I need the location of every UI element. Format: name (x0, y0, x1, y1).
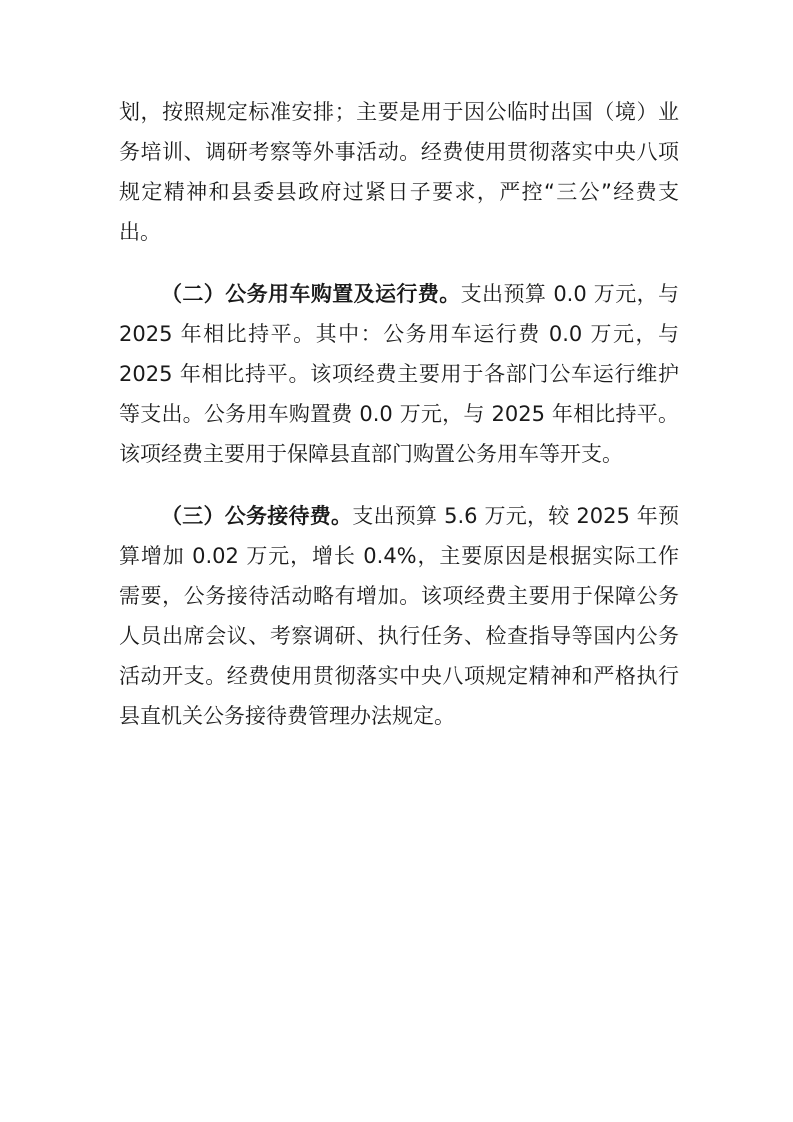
section-heading-reception: （三）公务接待费。 (161, 504, 353, 528)
paragraph-text: 划，按照规定标准安排；主要是用于因公临时出国（境）业务培训、调研考察等外事活动。经费使用贯彻落实中央八项规定精神和县委县政府过紧日子要求，严控“三公”经费支出。 (119, 100, 679, 244)
paragraph-text: 支出预算 0.0 万元，与 2025 年相比持平。其中：公务用车运行费 0.0 万元，与 2025 年相比持平。该项经费主要用于各部门公车运行维护等支出。公务用车购置费 0.0 万元，与 2025 年相比持平。该项经费主要用于保障县直部门购置公务用车等开支。 (119, 282, 680, 466)
paragraph-official-vehicles (119, 274, 679, 474)
paragraph-official-reception (119, 496, 679, 736)
paragraph-foreign-travel-continued (119, 92, 679, 252)
paragraph-text: 支出预算 5.6 万元，较 2025 年预算增加 0.02 万元，增长 0.4%，主要原因是根据实际工作需要，公务接待活动略有增加。该项经费主要用于保障公务人员出席会议、考察调研、执行任务、检查指导等国内公务活动开支。经费使用贯彻落实中央八项规定精神和严格执行县直机关公务接待费管理办法规定。 (119, 504, 679, 728)
document-body (119, 92, 679, 758)
section-heading-vehicles: （二）公务用车购置及运行费。 (161, 282, 461, 306)
